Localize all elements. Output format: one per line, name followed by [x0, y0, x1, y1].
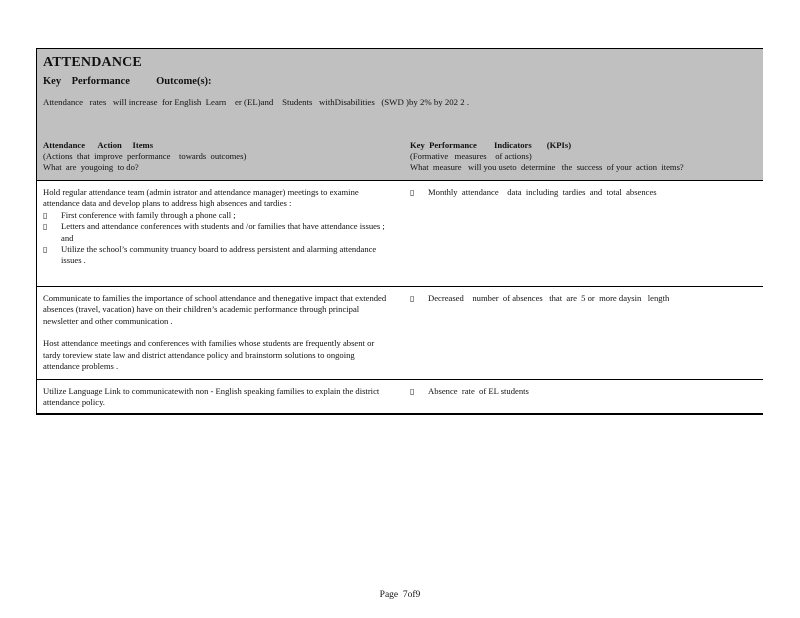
bullet-icon: ▯ [43, 210, 48, 220]
action-items-column-header [43, 140, 246, 173]
kpi-cell [410, 293, 750, 304]
table-row [37, 380, 763, 414]
section-title: ATTENDANCE [43, 55, 142, 70]
action-bullet-text: First conference with family through a phone call ; [61, 209, 236, 220]
page-number: Page 7of9 [379, 590, 421, 600]
table-row [37, 287, 763, 380]
kpi-heading: Key Performance Indicators (KPIs) [410, 140, 572, 150]
action-text: Hold regular attendance team (admin istrator and attendance manager) meetings to examine attendance data and develop plans to address high absences and tardies : [43, 187, 359, 209]
kpi-cell [410, 187, 750, 198]
outcome-goal: Attendance rates will increase for English Learn er (EL)and Students withDisabilities (SWD )by 2% by 202 2 . [43, 97, 470, 107]
kpo-label: Key Performance Outcome(s): [43, 76, 212, 87]
kpi-text: Monthly attendance data including tardies and total absences [428, 187, 657, 197]
kpi-item [410, 386, 750, 397]
list-item [43, 210, 393, 221]
action-items-question: What are yougoing to do? [43, 162, 139, 172]
kpi-item [410, 293, 750, 304]
bullet-icon: ▯ [410, 188, 415, 197]
action-bullet-text: Letters and attendance conferences with students and /or families that have attendance issues ; and [61, 221, 385, 243]
kpi-item [410, 187, 750, 198]
table-row [37, 181, 763, 287]
action-text: Host attendance meetings and conferences with families whose students are frequently absent or tardy toreview state law and district attendance policy and brainstorm solutions to ongoing attendance problems . [43, 338, 375, 372]
kpi-question: What measure will you useto determine the success of your action items? [410, 162, 684, 172]
kpi-column-header [410, 140, 684, 173]
bullet-icon: ▯ [43, 245, 48, 255]
section-header [37, 49, 763, 181]
action-items-heading: Attendance Action Items [43, 140, 154, 150]
attendance-table [36, 48, 763, 415]
action-cell [43, 187, 393, 267]
action-items-subheading: (Actions that improve performance towards outcomes) [43, 151, 247, 161]
action-text: Utilize Language Link to communicatewith non - English speaking families to explain the district attendance policy. [43, 386, 380, 408]
bullet-icon: ▯ [43, 222, 48, 232]
bullet-icon: ▯ [410, 294, 415, 303]
action-bullet-text: Utilize the school’s community truancy board to address persistent and alarming attendance issues . [61, 244, 377, 266]
action-text: Communicate to families the importance of school attendance and thenegative impact that extended absences (travel, vacation) have on their children’s academic performance through principal newsletter and other communication . [43, 293, 387, 326]
kpi-text: Absence rate of EL students [428, 386, 529, 396]
list-item [43, 221, 393, 244]
kpi-subheading: (Formative measures of actions) [410, 151, 532, 161]
action-cell [43, 386, 393, 409]
bullet-icon: ▯ [410, 387, 415, 396]
action-bullet-list [43, 210, 393, 267]
kpi-text: Decreased number of absences that are 5 or more daysin length [428, 293, 670, 303]
list-item [43, 244, 393, 267]
action-cell [43, 293, 393, 372]
kpi-cell [410, 386, 750, 397]
